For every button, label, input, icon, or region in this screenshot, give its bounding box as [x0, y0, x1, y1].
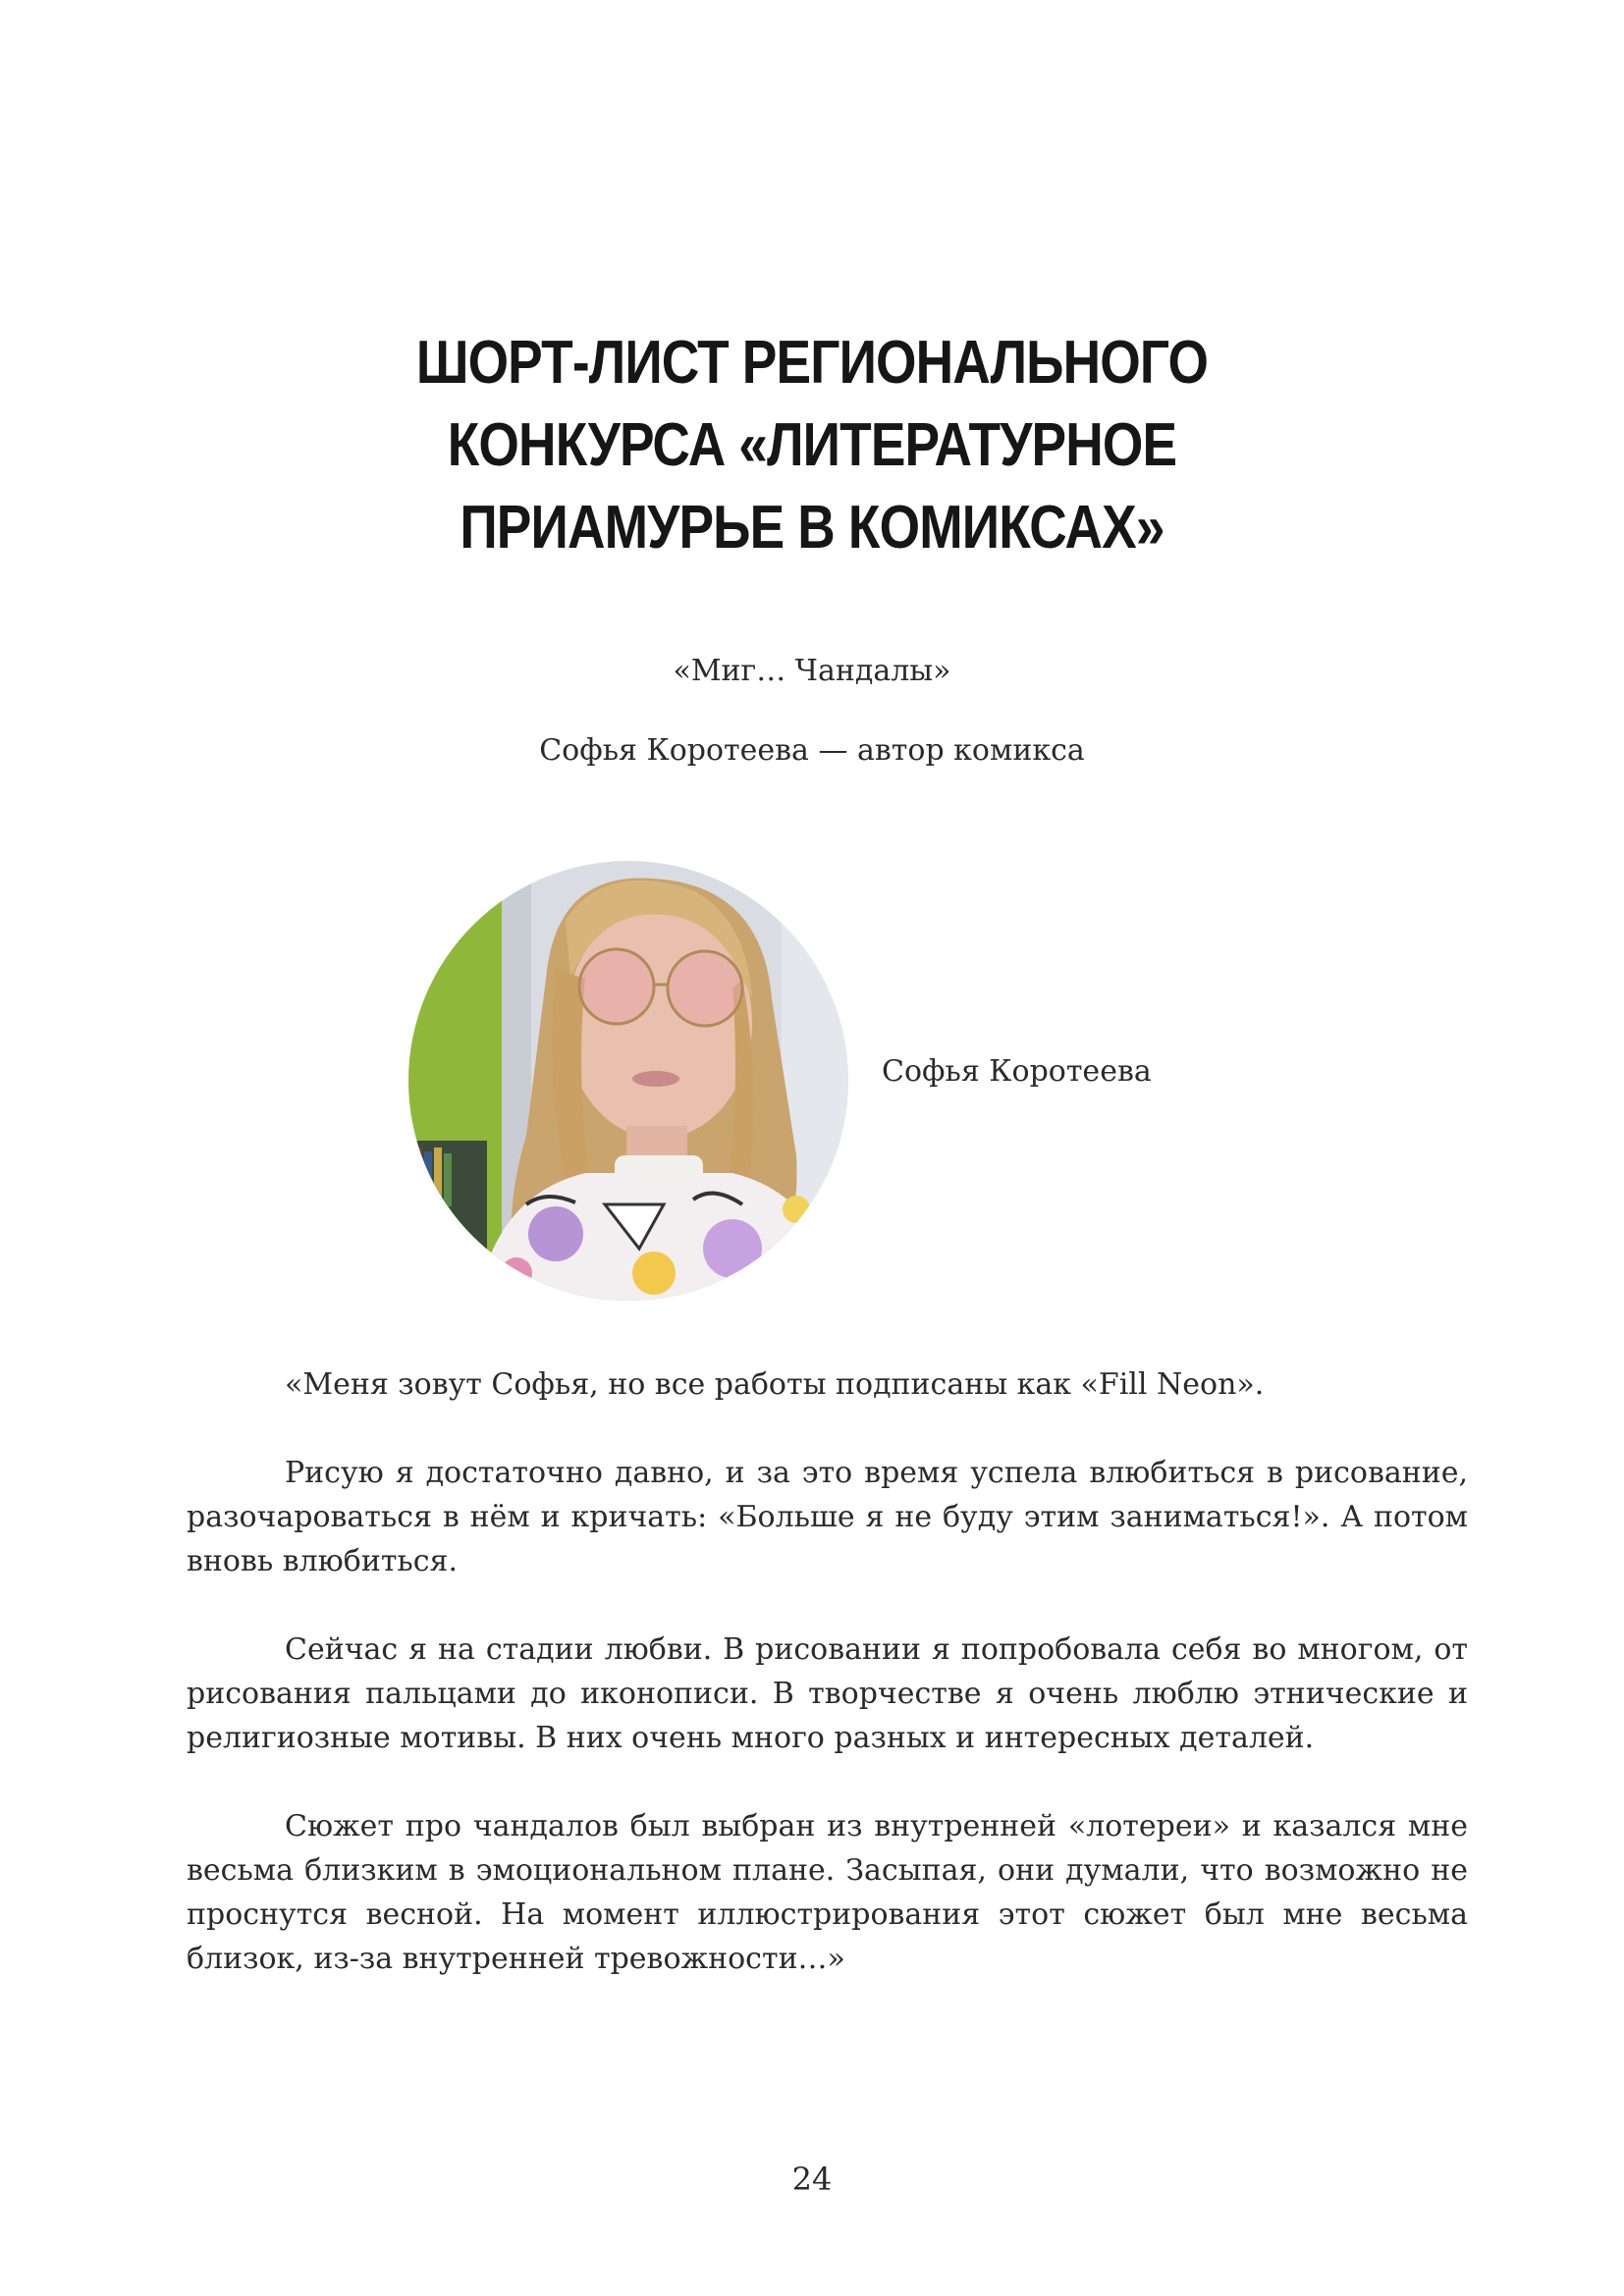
title-line: КОНКУРСА «ЛИТЕРАТУРНОЕ	[447, 411, 1177, 479]
page-number: 24	[791, 2161, 833, 2198]
article-body	[187, 1362, 1468, 2025]
paragraph: «Меня зовут Софья, но все работы подписаны как «Fill Neon».	[285, 1367, 1265, 1402]
page-title	[114, 322, 1510, 569]
author-line: Софья Коротеева — автор комикса	[539, 733, 1085, 768]
paragraph: Сюжет про чандалов был выбран из внутренней «лотереи» и казался мне весьма близким в эмоциональном плане. Засыпая, они думали, что возможно не проснутся весной. На момент иллюстрирования этот сюжет был мне весьма близок, из-за внутренней тревожности…»	[187, 1809, 1468, 1976]
title-line: ПРИАМУРЬЕ В КОМИКСАХ»	[460, 494, 1164, 561]
paragraph: Рисую я достаточно давно, и за это время успела влюбиться в рисование, разочароваться в нём и кричать: «Больше я не буду этим заниматься!». А потом вновь влюбиться.	[187, 1456, 1468, 1578]
comic-title: «Миг… Чандалы»	[673, 654, 951, 688]
paragraph: Сейчас я на стадии любви. В рисовании я попробовала себя во многом, от рисования пальцами до иконописи. В творчестве я очень люблю этнические и религиозные мотивы. В них очень много разных и интересных деталей.	[187, 1632, 1468, 1755]
title-line: ШОРТ-ЛИСТ РЕГИОНАЛЬНОГО	[415, 329, 1209, 397]
portrait-caption: Софья Коротеева	[882, 1054, 1152, 1089]
author-portrait-photo	[408, 861, 848, 1301]
